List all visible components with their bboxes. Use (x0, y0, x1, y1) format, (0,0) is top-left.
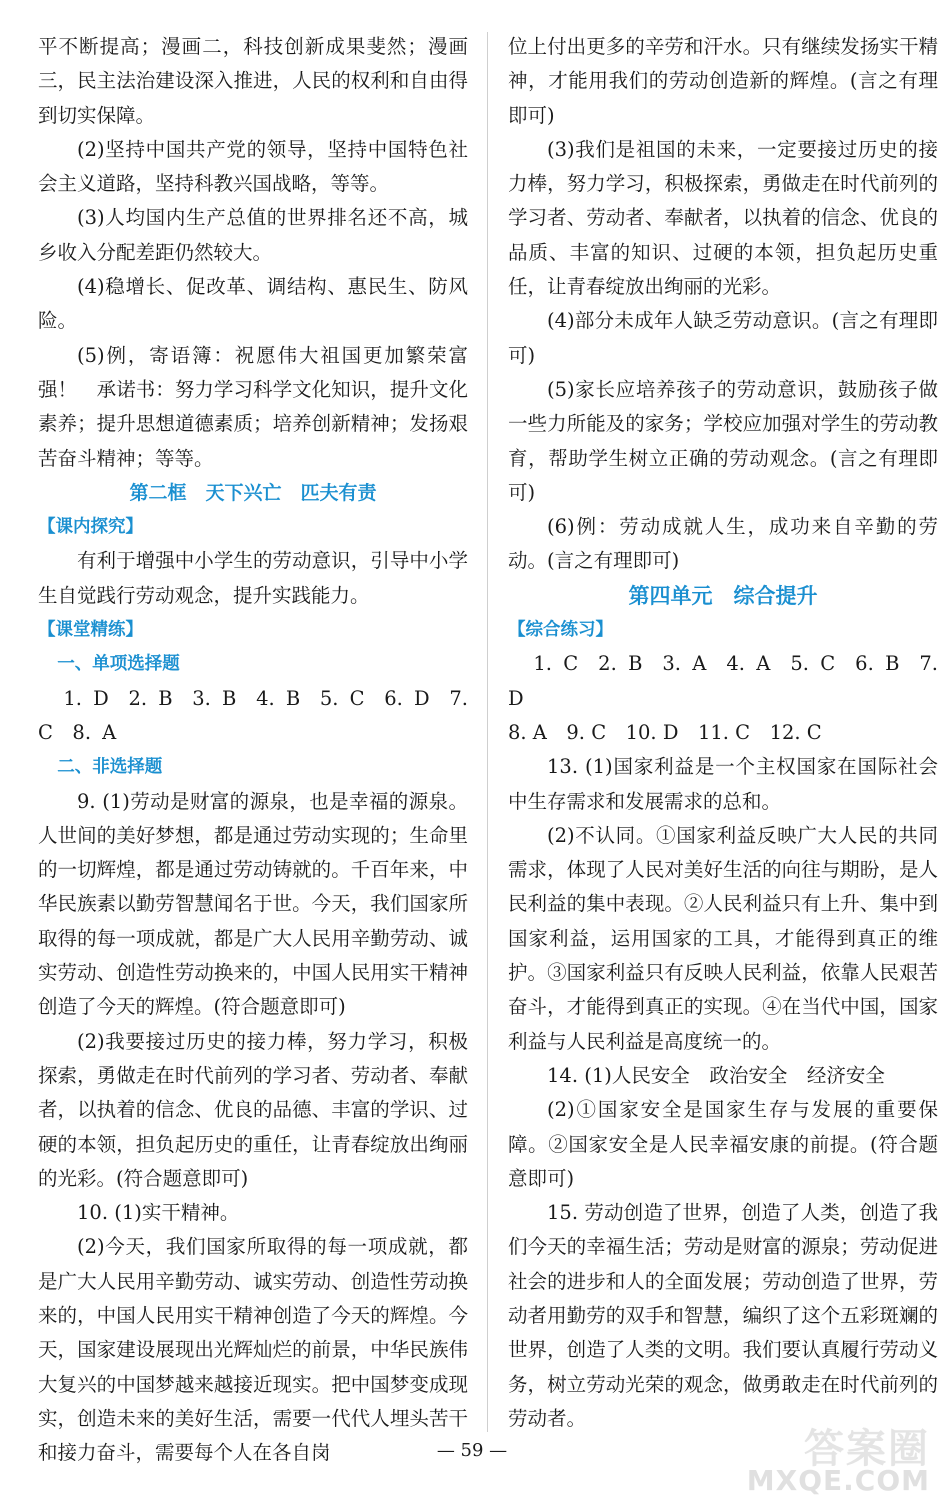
paragraph: (2)不认同。①国家利益反映广大人民的共同需求，体现了人民对美好生活的向往与期盼，是人民利益的集中表现。②人民利益只有上升、集中到国家利益，运用国家的工具，才能得到真正的维护。③国家利益只有反映人民利益，依靠人民艰苦奋斗，才能得到真正的实现。④在当代中国，国家利益与人民利益是高度统一的。 (508, 823, 938, 1053)
paragraph: (2)①国家安全是国家生存与发展的重要保障。②国家安全是人民幸福安康的前提。(符合题意即可) (508, 1098, 938, 1190)
column-divider (487, 32, 488, 1432)
watermark-logo (746, 1417, 936, 1497)
paragraph: (3)我们是祖国的未来，一定要接过历史的接力棒，努力学习，积极探索，勇做走在时代前列的学习者、劳动者、奉献者，以执着的信念、优良的品质、丰富的知识、过硬的本领，担负起历史重任，让青春绽放出绚丽的光彩。 (508, 137, 938, 299)
answer-line: 1. D 2. B 3. B 4. B 5. C 6. D 7. C 8. A (38, 686, 468, 744)
paragraph: 10. (1)实干精神。 (77, 1201, 240, 1225)
paragraph: (4)稳增长、促改革、调结构、惠民生、防风险。 (38, 275, 468, 333)
section-heading: 第四单元 综合提升 (628, 583, 818, 608)
paragraph: 15. 劳动创造了世界，创造了人类，创造了我们今天的幸福生活；劳动是财富的源泉；劳动促进社会的进步和人的全面发展；劳动创造了世界，劳动者用勤劳的双手和智慧，编织了这个五彩斑斓的世界，创造了人类的文明。我们要认真履行劳动义务，树立劳动光荣的观念，做勇敢走在时代前列的劳动者。 (508, 1201, 938, 1430)
paragraph: 9. (1)劳动是财富的源泉，也是幸福的源泉。人世间的美好梦想，都是通过劳动实现的；生命里的一切辉煌，都是通过劳动铸就的。千百年来，中华民族素以勤劳智慧闻名于世。今天，我们国家所取得的每一项成就，都是广大人民用辛勤劳动、诚实劳动、创造性劳动换来的，中国人民用实干精神创造了今天的辉煌。(符合题意即可) (38, 789, 468, 1019)
paragraph: 位上付出更多的辛劳和汗水。只有继续发扬实干精神，才能用我们的劳动创造新的辉煌。(言之有理即可) (508, 35, 938, 127)
left-column (38, 30, 468, 1470)
paragraph: (5)例，寄语簿：祝愿伟大祖国更加繁荣富强！ 承诺书：努力学习科学文化知识，提升文化素养；提升思想道德素质；培养创新精神；发扬艰苦奋斗精神；等等。 (38, 343, 468, 470)
subsection-heading: 二、非选择题 (57, 757, 163, 778)
subsection-heading: 一、单项选择题 (57, 654, 180, 675)
watermark-text-bottom: MXQE.COM (746, 1464, 930, 1497)
paragraph: (2)我要接过历史的接力棒，努力学习，积极探索，勇做走在时代前列的学习者、劳动者、奉献者，以执着的信念、优良的品德、丰富的学识、过硬的本领，担负起历史的重任，让青春绽放出绚丽的光彩。(符合题意即可) (38, 1029, 468, 1190)
section-tag: 【课堂精练】 (38, 620, 143, 641)
section-tag: 【课内探究】 (38, 517, 143, 538)
section-tag: 【综合练习】 (508, 620, 613, 641)
paragraph: 13. (1)国家利益是一个主权国家在国际社会中生存需求和发展需求的总和。 (508, 755, 938, 813)
section-heading: 第二框 天下兴亡 匹夫有责 (129, 481, 377, 504)
paragraph: (6)例：劳动成就人生，成功来自辛勤的劳动。(言之有理即可) (508, 515, 938, 573)
paragraph: 有利于增强中小学生的劳动意识，引导中小学生自觉践行劳动观念，提升实践能力。 (38, 549, 468, 607)
answer-line: 1. C 2. B 3. A 4. A 5. C 6. B 7. D (508, 652, 938, 710)
paragraph: 平不断提高；漫画二，科技创新成果斐然；漫画三，民主法治建设深入推进，人民的权利和自由得到切实保障。 (38, 35, 468, 127)
paragraph: 8. A 9. C 10. D 11. C 12. C (508, 720, 822, 744)
right-column (508, 30, 938, 1436)
watermark-text-top: 答案圈 (804, 1426, 930, 1472)
page-number: — 59 — (436, 1440, 508, 1461)
paragraph: (4)部分未成年人缺乏劳动意识。(言之有理即可) (508, 309, 938, 367)
paragraph: (5)家长应培养孩子的劳动意识，鼓励孩子做一些力所能及的家务；学校应加强对学生的劳动教育，帮助学生树立正确的劳动观念。(言之有理即可) (508, 377, 938, 504)
paragraph: 14. (1)人民安全 政治安全 经济安全 (547, 1063, 885, 1087)
paragraph: (2)今天，我们国家所取得的每一项成就，都是广大人民用辛勤劳动、诚实劳动、创造性劳动换来的，中国人民用实干精神创造了今天的辉煌。今天，国家建设展现出光辉灿烂的前景，中华民族伟大复兴的中国梦越来越接近现实。把中国梦变成现实，创造未来的美好生活，需要一代代人埋头苦干和接力奋斗，需要每个人在各自岗 (38, 1235, 468, 1465)
paragraph: (3)人均国内生产总值的世界排名还不高，城乡收入分配差距仍然较大。 (38, 206, 468, 264)
paragraph: (2)坚持中国共产党的领导，坚持中国特色社会主义道路，坚持科教兴国战略，等等。 (38, 137, 468, 196)
